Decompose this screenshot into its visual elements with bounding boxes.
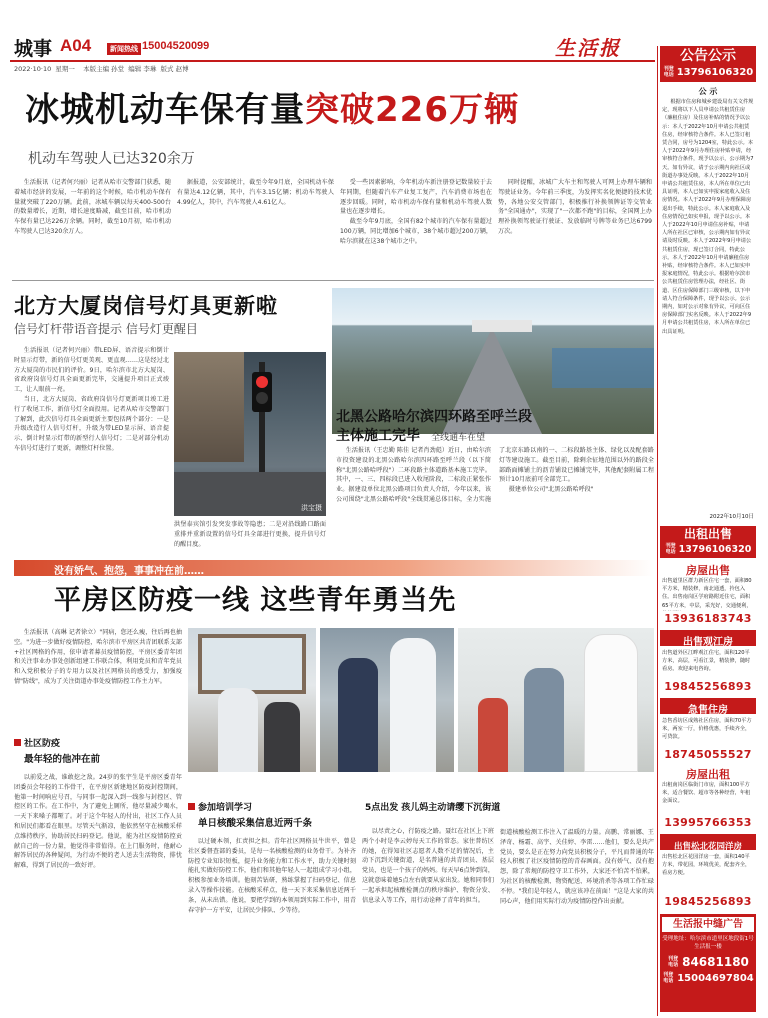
story4-section-4: 街道核酸检测工作注入了温暖的力量。高鹏、常丽娜、王泽奇、杨霜、高宇、关佳婷、李雷……他们，要么是共产党员，要么是正在努力向党员积极分子，平凡而普通的年轻人积极了社区疫情防控的青春画面。没有娇气、没有抱怨，除了常规的防控守卫工作外，大家还不怕苦不怕累，为社区的核酸检测、物资配送、环境消杀等各项工作忙碌不停。"我们是年轻人，就应该冲在前面！"这是大家的共同心声，他们用实际行动为疫情防控作出贡献。 — [500, 829, 654, 905]
ad-phone-2: 15004697804 — [677, 972, 754, 984]
story2-headline: 北方大厦岗信号灯具更新啦 — [14, 294, 278, 318]
sidebar-divider — [657, 46, 658, 1016]
epidemic-photo-1 — [188, 628, 316, 772]
rent-out-title: 房屋出租 — [686, 768, 730, 781]
urgent-title-bar — [660, 698, 756, 714]
resident-figure-2 — [524, 668, 564, 772]
notice-phone-row — [660, 66, 756, 78]
notice-body: 根据市住房和城乡建设局有关文件规定，现将以下人员申请公共租赁住房（廉租住房）及住房补贴的情况予以公示：本人于2022年10月申请公共租赁住房，经审核符合条件。本人已签订租赁合同，房号为1204室，特此公示。本人于2022年9月办理住房补贴申请，经审核符合条件，现予以公示，公示期为7天。如有异议，请于公示期内向社区或街道办事处反映。本人于2022年10月申请公共租赁住房，本人所在单位已出具证明，本人已如实申报家庭收入及住房情况。本人于2022年9月办理保障房退出手续，特此公示。本人家庭收入及住房情况已如实申报，现予以公示。本人于2022年10月申请住房补贴，申请人所在社区已审核，公示期内如有异议请及时反映。本人于2022年9月申请公共租赁住房，现已签订合同，特此公示。本人于2022年10月申请廉租住房补贴，经审核符合条件。本人已如实申报家庭情况，特此公示。根据哈尔滨市公共租赁住房管理办法，经社区、街道、区住房保障部门三级审核，以下申请人符合保障条件，现予以公示。公示期内，如对公示对象有异议，可向区住房保障部门实名反映。本人于2022年9月申请公共租赁住房，本人所在单位已出具证明。 — [662, 99, 754, 335]
story1-col-3 — [340, 178, 492, 270]
rent-phone-label: 刊登电话 — [665, 543, 676, 555]
ad-phone-row-1 — [662, 955, 754, 969]
story1-headline-part-a: 冰城机动车保有量 — [25, 90, 305, 130]
urgent-text: 急售香坊区成熟社区住房，面积70平方米，两室一厅，价格优惠，手续齐全，可贷款。 — [662, 718, 752, 741]
story1-col-1 — [14, 178, 171, 270]
rent-header — [660, 526, 756, 558]
lake-water — [552, 348, 654, 388]
sale-title-2: 出售观江房 — [683, 637, 733, 648]
story1-paragraph: 生活报讯（记者何兴丽）记者从哈市交警部门获悉，随着城市经济的发展，一年前的这个时候，哈市机动车保有量就突破了220万辆。此前，冰城车辆以每天400-500台的数量增长，近期，增长速度略减，截至目前，哈市机动车保有量已达226万余辆。同时，截至10月初，哈市机动车驾驶人已达320余万人。 — [14, 179, 171, 235]
section-body: 以尽责之心，行防疫之路。聂红在社区上下班两个小时是李云婷每天工作的常态。家住普纺区的她，在得知社区志愿者人数不足的情况后，主动下沉到关键街道，是名普通的共青团员、基层党员，也是一个孩子的妈妈。每天早6点钟到岗，这就意味着她5点左右就要从家出发。她和同事们一起承担起核酸检测点的秩序维护、物资分发、信息录入等工作，用行动诠释了青年的担当。 — [362, 828, 494, 904]
section-title: 最年轻的他冲在前 — [24, 754, 101, 765]
section-body: 以前爱之战，谁敢挖之敌。24岁的张宇生是平房区委青年团委员会年轻的工作骨干，在平房区新建地区防疫封控期间，他第一时间响应号召，与同事一起深入到一线参与封控区、管控区的工作。在工作中，为了避免上厕所，他尽量减少喝水，一天下来嗓子都哑了。对于这个年轻人的付出，社区工作人员和居民们都看在眼里。尽管天气渐凉，他依然坚守在核酸采样点维持秩序，协助居民扫码登记。他说，能为社区疫情防控贡献自己的一份力量，他觉得非常值得。在上门服务时，他耐心解答居民的各种疑问，为行动不便的老人送去生活物资，排忧解难，得到了居民的一致好评。 — [14, 774, 182, 870]
house-sale-text: 出售道里区群力新区住宅一套，面积80平方米，精装修，南北通透，拎包入住。出售南岗区学府路附近住宅，面积65平方米，中层，采光好，交通便利， — [662, 578, 752, 609]
hotline-number: 15004520099 — [142, 40, 210, 52]
story3-paragraph: 摄建单位公司"北黑公路哈呼段" — [508, 486, 594, 494]
phone-5: 19845256893 — [664, 895, 752, 908]
ad-phone-1: 84681180 — [682, 955, 749, 969]
resident-figure — [338, 658, 378, 772]
story3-headline-line2: 主体施工完毕 — [336, 428, 420, 444]
ad-phone-label-1: 刊登电话 — [668, 956, 679, 968]
story4-kicker: 没有娇气、抱怨，事事冲在前…… — [54, 566, 204, 577]
story3-headline — [336, 408, 652, 447]
hotline-label: 新闻热线 — [107, 43, 141, 55]
notice-title: 公告公示 — [680, 48, 736, 64]
story1-paragraph: 截至今年9月底，全国有82个城市的汽车保有量超过100万辆，同比增加6个城市，38个城市超过200万辆，哈尔滨就在这38个城市之中。 — [340, 218, 492, 245]
section-tag — [188, 800, 356, 813]
traffic-light-red — [252, 372, 272, 412]
right-sidebar — [660, 46, 756, 1016]
phone-1: 13936183743 — [664, 612, 752, 625]
urgent-title: 急售住房 — [688, 705, 728, 716]
ad-phone-row-2 — [662, 972, 754, 984]
notice-phone-label: 刊登电话 — [663, 66, 674, 78]
story3-headline-tag: 全线通车在望 — [431, 433, 486, 443]
person-figure — [264, 702, 300, 772]
section-tag-text: 参加培训学习 — [198, 803, 253, 813]
worker-figure — [218, 688, 258, 772]
toll-gate — [472, 320, 532, 332]
section-name: 城事 — [14, 38, 53, 60]
story1-col-2 — [177, 178, 334, 270]
story2-body — [14, 346, 169, 552]
hazmat-worker — [390, 638, 436, 772]
story1-paragraph: 同时提醒，冰城广大车主和驾驶人可网上办理车辆和驾驶证业务。今年前三季度，为发挥实名化便捷的技术优势，各地公安交管部门，积极推行补换领牌证等交管业务"全国通办"，实现了"一次都不跑"的目标，全国网上办理补换领驾驶证行驶证、发放临时号牌等业务已达6799万次。 — [498, 179, 652, 235]
story3-headline-line2-wrap — [336, 426, 652, 447]
story1-paragraph: 受一些因素影响，今年机动车新注册登记数量较于去年同期，但随着汽车产业复工复产，汽车消费市场也在逐步回暖。同时，哈市机动车保有量和机动车驾驶人数量也在逐步增长。 — [340, 179, 492, 216]
story4-section-1 — [14, 736, 182, 1016]
hazmat-worker-2 — [584, 634, 638, 772]
epidemic-photo-2 — [320, 628, 454, 772]
story2-paragraph: 生活报讯（记者何兴丽）带LED屏、语音提示和倒计时显示灯带，新的信号灯更美观、更直观……这是经过北方大厦岗的市民们的评价。9日，哈尔滨市北方大厦岗、省政府岗信号灯具全面更新完毕，交通提升项目正式竣工，让人眼前一亮。 — [14, 347, 169, 394]
ad-title: 生活报中缝广告 — [662, 917, 754, 932]
rent-out-text: 出租南岗区临街门市房，面积100平方米，适合餐饮、超市等各种经营，年租金面议。 — [662, 782, 751, 805]
phone-4: 13995766353 — [664, 816, 752, 829]
story1-col-4 — [498, 178, 652, 270]
story1-paragraph: 据报道，公安部统计，截至今年9月底，全国机动车保有量达4.12亿辆，其中，汽车3.15亿辆；机动车驾驶人4.99亿人，其中，汽车驾驶人4.61亿人。 — [177, 179, 334, 206]
story3-headline-line1: 北黑公路哈尔滨四环路至呼兰段 — [336, 409, 532, 425]
section-body: 以过硬本领，扛责担之担。青年社区网格员牛世平，曾是社区委督查部的委员，是每一名核酸检测的业务骨干。为补齐防控专业知识短板，提升业务能力和工作水平，助力关键时刻能扎实做好防控工作，他们和其他年轻人一起组成学习小组，积极参加业务培训。他刻苦钻研，熟练掌握了扫码登记、信息录入等操作技能。在核酸采样点，他一天下来采集信息近两千条，从未出错。他说，要把学到的本领用到实际工作中，用青春守护一方平安，让居民少排队、少等待。 — [188, 838, 356, 914]
story1-subhead: 机动车驾驶人已达320余万 — [28, 151, 195, 167]
section-bullet-icon — [14, 739, 21, 746]
story4-section-2 — [188, 800, 356, 1016]
story4-section-3 — [362, 800, 501, 1016]
section-bullet-icon — [188, 803, 195, 810]
page-number: A04 — [60, 36, 92, 55]
child-figure — [478, 698, 508, 772]
dateline: 2022·10·10 星期一 本版主编 孙堂 编辑 李琳 版式 赵博 — [14, 65, 189, 73]
section-tag-text: 5点出发 — [365, 803, 399, 813]
story1-headline-part-b: 突破226万辆 — [305, 90, 519, 130]
house-sale-title: 房屋出售 — [686, 564, 730, 577]
story2-photo-caption: 洪堡泰宾馆引发突发事故等隐患；二是对沿线路口路面重排并重新设置的信号灯具全部进行更换，提升信号灯的醒目度。 — [174, 521, 326, 548]
section-tag-text: 社区防疫 — [24, 739, 61, 749]
epidemic-photo-3 — [458, 628, 654, 772]
building-shape — [174, 352, 244, 462]
ad-address: 受理地址：哈尔滨市道里区地段街1号生活报一楼 — [662, 936, 754, 950]
section-title: 单日核酸采集信息近两千条 — [198, 818, 313, 829]
traffic-light-photo — [174, 352, 326, 516]
section-divider — [12, 280, 654, 281]
ad-phone-label-2: 刊登电话 — [663, 972, 674, 984]
ad-box — [660, 914, 756, 1012]
section-tag — [14, 736, 182, 749]
notice-phone: 13796106320 — [676, 66, 754, 78]
phone-3: 18745055527 — [664, 748, 752, 761]
sale-title-2-bar — [660, 630, 756, 646]
rent-title: 出租出售 — [683, 527, 732, 541]
window-frame — [198, 634, 306, 694]
story4-kicker-bar — [14, 560, 654, 576]
rent-phone: 13796106320 — [678, 543, 752, 555]
notice-date: 2022年10月10日 — [709, 514, 754, 520]
notice-header — [660, 46, 756, 82]
sale-title-3-bar — [660, 834, 756, 850]
story4-headline: 平房区防疫一线 这些青年勇当先 — [54, 585, 457, 616]
story4-intro: 生活报讯（高琳 记者徐立）"同病，您还么瘦，往后再也抽空。"为进一步做好疫情防控，哈尔滨市平房区共青团联系支部+社区网格的作用，依申请者募员疫情防控，平房区委青年团和关注事业办事处创新组建工作联合体，利用党员和青年党员和入党积极分子的专用力以及社区网格员的感受力，加强疫情"防线"，成为了关注街道办事处疫情防控工作主力军。 — [14, 629, 182, 685]
sale-text-2: 出售道外区江畔观江住宅，面积120平方米，高层，可看江景，精装修，随时看房。欢迎来电咨询。 — [662, 650, 751, 673]
story2-paragraph: 当日，北方大厦岗、省政府岗信号灯更新项目竣工进行了收尾工作，新信号灯全面投用。记者从哈市交警部门了解到，此次信号灯具全面更新主要包括两个部分：一是升级改造行人信号灯杆，升级为带LED显示屏、语音提示、倒计时显示灯带的新型行人信号灯；二是对部分机动车信号灯进行了更新，调整灯杆位置。 — [14, 395, 169, 452]
sale-text-3: 出售松北区花园洋房一套，面积140平方米，带花园，环境优美，配套齐全，看房方便。 — [662, 854, 751, 877]
story1-headline — [25, 90, 519, 130]
section-title: 孩儿妈主动请缨下沉街道 — [401, 803, 501, 813]
rent-phone-row — [660, 543, 756, 555]
brand-logo: 生活报 — [555, 36, 621, 60]
masthead — [10, 30, 655, 78]
sale-title-3: 出售松北花园洋房 — [673, 842, 742, 852]
story3-body — [336, 446, 654, 556]
story2-subhead: 信号灯杆带语音提示 信号灯更醒目 — [14, 322, 198, 336]
photo-credit: 洪宝摄 — [301, 504, 322, 512]
story3-paragraph: 生活报讯（王忠勤 陈佳 记者肖劲彪）近日，由哈尔滨市投资建设的北黑公路哈尔滨四环路至呼兰段（以下简称"北黑公路哈呼段"）二环段路主体道路基本施工完毕。其中，一、三、四标段已进入收尾阶段，二标段正紧张作业。据建设单位北黑公路项目负责人介绍，今年以来，该公司围绕"北黑公路哈呼段"全线贯通总体目标，全力实施了北京东路以南的一、二标段路基主体、绿化以及配套路灯等建设施工。截至目前，除剩余征地范围以外的路段全部路面摊铺土的沥青铺设已摊铺完毕，其他配套附属工程预计10月底前可全部完工。 — [336, 447, 654, 503]
phone-2: 19845256893 — [664, 680, 752, 693]
notice-heading: 公 示 — [698, 87, 718, 96]
section-tag — [362, 800, 501, 813]
story1-body — [14, 178, 652, 270]
